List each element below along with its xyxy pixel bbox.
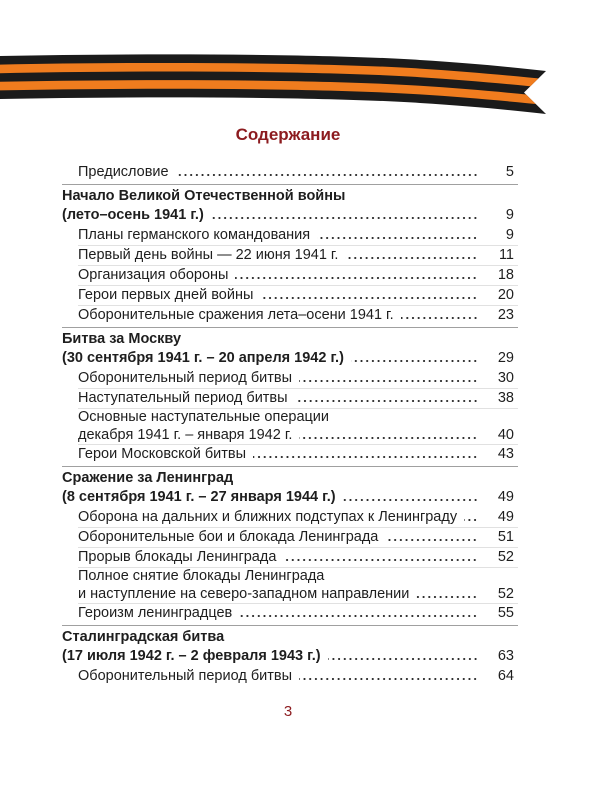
dot-leader [283,559,478,561]
dot-leader [351,360,478,362]
dot-leader [343,499,478,501]
toc-heading-title: Сражение за Ленинград [62,470,234,486]
toc-entry-title: Полное снятие блокады Ленинграда [78,568,325,584]
table-of-contents [62,162,518,686]
toc-entry [62,265,518,285]
toc-entry [62,507,518,527]
toc-entry-title: Герои первых дней войны [78,287,254,303]
toc-page-number: 64 [497,668,514,684]
toc-entry-title: Предисловие [78,164,169,180]
toc-heading-title: Начало Великой Отечественной войны [62,188,346,204]
page-number: 3 [283,703,293,720]
page-title: Содержание [235,125,341,144]
toc-entry [62,666,518,686]
toc-heading-line [62,187,518,206]
dot-leader [253,456,478,458]
toc-heading-title: (лето–осень 1941 г.) [62,207,204,223]
toc-heading-title: Сталинградская битва [62,629,225,645]
toc-entry-line [62,408,518,426]
toc-heading-line [62,469,518,488]
toc-entry-line [62,585,518,603]
toc-page-number: 40 [497,427,514,443]
dot-leader [416,596,478,598]
toc-entry [62,368,518,388]
dot-leader [239,615,478,617]
toc-entry-line [62,567,518,585]
dot-leader [211,217,478,219]
toc-page-number: 20 [497,287,514,303]
toc-section-heading [62,628,518,666]
toc-page-number: 5 [505,164,514,180]
toc-heading-line [62,647,518,666]
toc-entry-title: Наступательный период битвы [78,390,288,406]
toc-entry-title: Оборонительный период битвы [78,668,293,684]
toc-page-number: 29 [497,350,514,366]
toc-heading-line [62,330,518,349]
toc-entry [62,547,518,567]
toc-page-number: 49 [497,509,514,525]
toc-entry-title: Оборонительный период битвы [78,370,293,386]
toc-page-number: 18 [497,267,514,283]
toc-page-number: 38 [497,390,514,406]
toc-entry-preface [62,162,518,182]
toc-entry [62,444,518,464]
toc-entry [62,388,518,408]
dot-leader [401,317,478,319]
st-george-ribbon [0,40,600,130]
section-divider [62,466,518,467]
dot-leader [464,519,478,521]
dot-leader [176,174,478,176]
toc-entry-title: декабря 1941 г. – января 1942 г. [78,427,293,443]
toc-section-heading [62,469,518,507]
dot-leader [299,437,478,439]
toc-entry-title: Оборонительные сражения лета–осени 1941 г. [78,307,394,323]
dot-leader [328,658,478,660]
toc-page-number: 52 [497,586,514,602]
toc-heading-line [62,206,518,225]
toc-entry-title: Оборонительные бои и блокада Ленинграда [78,529,379,545]
toc-page-number: 55 [497,605,514,621]
dot-leader [260,297,478,299]
toc-page-number: 43 [497,446,514,462]
toc-page-number: 63 [497,648,514,664]
toc-entry-title: Герои Московской битвы [78,446,246,462]
toc-entry-title: Оборона на дальних и ближних подступах к Ленинграду [78,509,458,525]
toc-entry-title: Планы германского командования [78,227,311,243]
toc-heading-line [62,628,518,647]
toc-page-number: 9 [505,207,514,223]
toc-entry [62,527,518,547]
toc-entry [62,285,518,305]
toc-entry [62,567,518,603]
dot-leader [299,678,478,680]
toc-entry [62,225,518,245]
toc-entry [62,305,518,325]
toc-page-number: 30 [497,370,514,386]
toc-section-heading [62,330,518,368]
toc-page-number: 52 [497,549,514,565]
dot-leader [295,400,478,402]
toc-entry-title: Героизм ленинградцев [78,605,233,621]
dot-leader [317,237,478,239]
toc-entry-title: Первый день войны — 22 июня 1941 г. [78,247,339,263]
toc-heading-title: (8 сентября 1941 г. – 27 января 1944 г.) [62,489,336,505]
dot-leader [299,380,478,382]
toc-entry-line [62,426,518,444]
toc-heading-title: Битва за Москву [62,331,182,347]
section-divider [62,184,518,185]
toc-entry-title: Организация обороны [78,267,229,283]
toc-heading-title: (30 сентября 1941 г. – 20 апреля 1942 г.) [62,350,344,366]
section-divider [62,327,518,328]
toc-page-number: 49 [497,489,514,505]
toc-entry-title: и наступление на северо-западном направлении [78,586,410,602]
toc-page-number: 23 [497,307,514,323]
toc-heading-line [62,349,518,368]
toc-entry-title: Основные наступательные операции [78,409,330,425]
dot-leader [345,257,478,259]
section-divider [62,625,518,626]
toc-heading-title: (17 июля 1942 г. – 2 февраля 1943 г.) [62,648,321,664]
toc-page-number: 51 [497,529,514,545]
toc-entry [62,245,518,265]
dot-leader [235,277,478,279]
toc-entry [62,408,518,444]
toc-page-number: 11 [498,247,514,263]
dot-leader [385,539,478,541]
toc-entry-title: Прорыв блокады Ленинграда [78,549,277,565]
toc-page-number: 9 [505,227,514,243]
toc-heading-line [62,488,518,507]
toc-entry [62,603,518,623]
toc-section-heading [62,187,518,225]
